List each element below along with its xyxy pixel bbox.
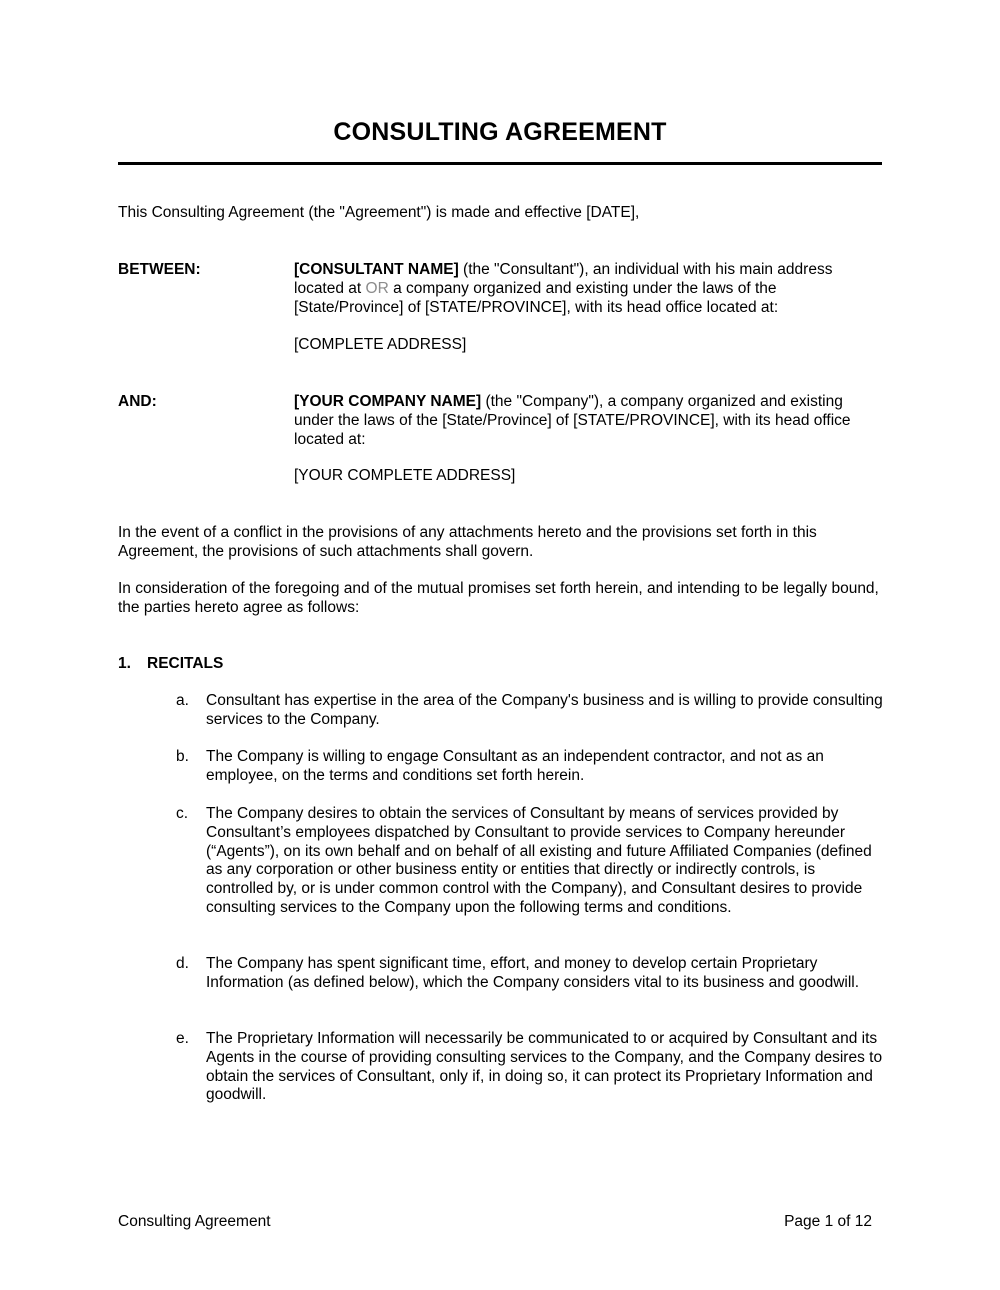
company-name-placeholder: [YOUR COMPANY NAME]	[294, 393, 482, 410]
consideration-paragraph: In consideration of the foregoing and of the mutual promises set forth herein, and intending to be legally bound, the parties hereto agree as follows:	[118, 580, 879, 616]
recital-e-letter: e.	[176, 1030, 189, 1047]
consultant-name-placeholder: [CONSULTANT NAME]	[294, 261, 459, 278]
or-option-text: OR	[365, 279, 389, 297]
and-label: AND:	[118, 393, 157, 410]
intro-paragraph: This Consulting Agreement (the "Agreement") is made and effective [DATE],	[118, 204, 640, 221]
recital-d-letter: d.	[176, 955, 189, 972]
between-party-text	[294, 261, 884, 317]
recital-b-text: The Company is willing to engage Consultant as an independent contractor, and not as an employee, on the terms and conditions set forth herein.	[206, 748, 824, 784]
between-text-part2: a company organized and existing under the laws of the [State/Province] of [STATE/PROVINCE], with its head office located at:	[294, 279, 779, 316]
recital-c-text: The Company desires to obtain the services of Consultant by means of services provided by Consultant’s employees dispatched by Consultant to provide services to Company hereunder (“Agents”), on its own behalf and on behalf of all existing and future Affiliated Companies (defined as any corporation or other business entity or entities that directly or indirectly controls, is controlled by, or is under common control with the Company), and Consultant desires to provide consulting services to the Company upon the following terms and conditions.	[206, 805, 872, 916]
recital-d-text: The Company has spent significant time, effort, and money to develop certain Proprietary Information (as defined below), which the Company considers vital to its business and goodwill.	[206, 955, 860, 991]
title-divider	[118, 162, 882, 165]
recital-c-letter: c.	[176, 805, 189, 822]
recital-b-letter: b.	[176, 748, 189, 765]
company-address-placeholder: [YOUR COMPLETE ADDRESS]	[294, 467, 516, 484]
section-number: 1.	[118, 655, 131, 672]
conflict-paragraph: In the event of a conflict in the provisions of any attachments hereto and the provisions set forth in this Agreement, the provisions of such attachments shall govern.	[118, 524, 817, 560]
section-title: RECITALS	[147, 655, 224, 672]
footer-page-number: Page 1 of 12	[784, 1213, 872, 1230]
recital-e-text: The Proprietary Information will necessarily be communicated to or acquired by Consultant and its Agents in the course of providing consulting services to the Company, and the Company desires to obtain the services of Consultant, only if, in doing so, it can protect its Proprietary Information and goodwill.	[206, 1030, 883, 1104]
consultant-address-placeholder: [COMPLETE ADDRESS]	[294, 336, 467, 353]
between-label: BETWEEN:	[118, 261, 201, 278]
recital-a-text: Consultant has expertise in the area of the Company's business and is willing to provide consulting services to the Company.	[206, 692, 883, 728]
and-party-text	[294, 393, 884, 449]
footer-document-name: Consulting Agreement	[118, 1213, 271, 1230]
and-text: (the "Company"), a company organized and existing under the laws of the [State/Province] of [STATE/PROVINCE], with its head office located at:	[294, 393, 851, 448]
between-text-part1: (the "Consultant"), an individual with his main address located at	[294, 261, 833, 297]
page-title: CONSULTING AGREEMENT	[333, 118, 667, 146]
recital-a-letter: a.	[176, 692, 189, 709]
